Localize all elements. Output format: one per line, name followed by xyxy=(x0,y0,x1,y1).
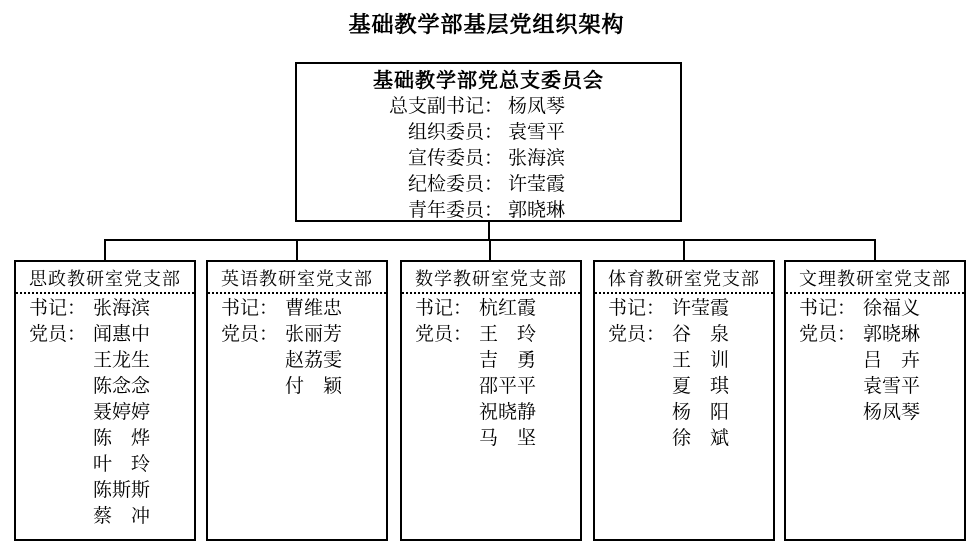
role-label: 党员： xyxy=(798,324,856,345)
role-label-empty xyxy=(786,348,856,374)
role-label-empty xyxy=(595,400,665,426)
branch-node-wenli xyxy=(784,260,966,541)
branch-title: 数学教研室党支部 xyxy=(402,262,580,294)
branch-title: 体育教研室党支部 xyxy=(595,262,773,294)
branch-body xyxy=(16,294,194,530)
branch-row xyxy=(595,426,773,452)
person-name: 陈斯斯 xyxy=(93,480,151,501)
branch-row xyxy=(786,374,964,400)
role-label: 书记： xyxy=(28,298,86,319)
role-label: 总支副书记： xyxy=(388,96,503,117)
connector-drop-2 xyxy=(296,239,298,261)
branch-row xyxy=(16,296,194,322)
person-name: 杨 阳 xyxy=(672,402,730,423)
branch-row xyxy=(595,374,773,400)
role-label: 书记： xyxy=(607,298,665,319)
person-name: 张海滨 xyxy=(508,148,566,169)
role-label: 党员： xyxy=(414,324,472,345)
role-label-empty xyxy=(402,400,472,426)
committee-row xyxy=(297,120,680,146)
person-name: 郭晓琳 xyxy=(508,200,566,221)
person-name: 张丽芳 xyxy=(285,324,343,345)
branch-row xyxy=(786,296,964,322)
branch-row xyxy=(16,374,194,400)
person-name: 张海滨 xyxy=(93,298,151,319)
branch-row xyxy=(402,348,580,374)
branch-row xyxy=(786,348,964,374)
branch-body xyxy=(786,294,964,426)
person-name: 杨凤琴 xyxy=(508,96,566,117)
branch-row xyxy=(595,348,773,374)
person-name: 徐 斌 xyxy=(672,428,730,449)
person-name: 谷 泉 xyxy=(672,324,730,345)
role-label-empty xyxy=(208,374,278,400)
branch-row xyxy=(208,296,386,322)
branch-row xyxy=(786,322,964,348)
branch-row xyxy=(402,322,580,348)
committee-node xyxy=(295,62,682,222)
person-name: 闻惠中 xyxy=(93,324,151,345)
branch-row xyxy=(595,296,773,322)
person-name: 夏 琪 xyxy=(672,376,730,397)
role-label: 党员： xyxy=(607,324,665,345)
committee-row xyxy=(297,172,680,198)
role-label: 纪检委员： xyxy=(407,174,503,195)
role-label-empty xyxy=(402,348,472,374)
person-name: 祝晓静 xyxy=(479,402,537,423)
branch-row xyxy=(16,452,194,478)
branch-row xyxy=(16,348,194,374)
role-label: 书记： xyxy=(414,298,472,319)
branch-row xyxy=(16,504,194,530)
role-label-empty xyxy=(595,426,665,452)
person-name: 王龙生 xyxy=(93,350,151,371)
connector-drop-3 xyxy=(489,239,491,261)
role-label: 青年委员： xyxy=(407,200,503,221)
branch-node-tiyu xyxy=(593,260,775,541)
page-title: 基础教学部基层党组织架构 xyxy=(348,12,625,37)
person-name: 赵荔雯 xyxy=(285,350,343,371)
role-label-empty xyxy=(16,478,86,504)
person-name: 袁雪平 xyxy=(508,122,566,143)
branch-title: 思政教研室党支部 xyxy=(16,262,194,294)
person-name: 徐福义 xyxy=(863,298,921,319)
committee-row xyxy=(297,146,680,172)
role-label: 党员： xyxy=(28,324,86,345)
branch-row xyxy=(208,322,386,348)
branch-body xyxy=(402,294,580,452)
branch-row xyxy=(786,400,964,426)
role-label-empty xyxy=(16,452,86,478)
person-name: 陈 烨 xyxy=(93,428,151,449)
branch-row xyxy=(16,400,194,426)
branch-body xyxy=(595,294,773,452)
role-label: 宣传委员： xyxy=(407,148,503,169)
person-name: 蔡 冲 xyxy=(93,506,151,527)
role-label: 书记： xyxy=(798,298,856,319)
person-name: 聂婷婷 xyxy=(93,402,151,423)
person-name: 叶 玲 xyxy=(93,454,151,475)
person-name: 王 玲 xyxy=(479,324,537,345)
branch-row xyxy=(402,426,580,452)
branch-node-shuxue xyxy=(400,260,582,541)
person-name: 许莹霞 xyxy=(672,298,730,319)
role-label: 书记： xyxy=(220,298,278,319)
role-label-empty xyxy=(16,348,86,374)
person-name: 马 坚 xyxy=(479,428,537,449)
connector-drop-1 xyxy=(104,239,106,261)
person-name: 杭红霞 xyxy=(479,298,537,319)
role-label-empty xyxy=(16,374,86,400)
branch-body xyxy=(208,294,386,400)
committee-title: 基础教学部党总支委员会 xyxy=(373,70,604,92)
role-label-empty xyxy=(402,374,472,400)
person-name: 吕 卉 xyxy=(863,350,921,371)
role-label-empty xyxy=(16,400,86,426)
branch-row xyxy=(595,322,773,348)
role-label-empty xyxy=(16,504,86,530)
branch-row xyxy=(16,322,194,348)
branch-row xyxy=(208,374,386,400)
role-label-empty xyxy=(595,374,665,400)
connector-trunk xyxy=(488,222,490,240)
connector-drop-4 xyxy=(683,239,685,261)
person-name: 袁雪平 xyxy=(863,376,921,397)
person-name: 郭晓琳 xyxy=(863,324,921,345)
person-name: 付 颖 xyxy=(285,376,343,397)
branch-title: 英语教研室党支部 xyxy=(208,262,386,294)
committee-row xyxy=(297,198,680,224)
person-name: 邵平平 xyxy=(479,376,537,397)
person-name: 杨凤琴 xyxy=(863,402,921,423)
person-name: 陈念念 xyxy=(93,376,151,397)
committee-row xyxy=(297,94,680,120)
branch-title: 文理教研室党支部 xyxy=(786,262,964,294)
person-name: 吉 勇 xyxy=(479,350,537,371)
role-label: 组织委员： xyxy=(407,122,503,143)
role-label-empty xyxy=(786,374,856,400)
role-label-empty xyxy=(595,348,665,374)
role-label-empty xyxy=(402,426,472,452)
branch-row xyxy=(16,426,194,452)
branch-row xyxy=(402,400,580,426)
person-name: 许莹霞 xyxy=(508,174,566,195)
branch-row xyxy=(208,348,386,374)
person-name: 王 训 xyxy=(672,350,730,371)
branch-row xyxy=(402,296,580,322)
branch-node-sizheng xyxy=(14,260,196,541)
branch-row xyxy=(595,400,773,426)
role-label-empty xyxy=(786,400,856,426)
branch-row xyxy=(16,478,194,504)
person-name: 曹维忠 xyxy=(285,298,343,319)
connector-drop-5 xyxy=(874,239,876,261)
branch-node-yingyu xyxy=(206,260,388,541)
role-label: 党员： xyxy=(220,324,278,345)
role-label-empty xyxy=(208,348,278,374)
branch-row xyxy=(402,374,580,400)
role-label-empty xyxy=(16,426,86,452)
